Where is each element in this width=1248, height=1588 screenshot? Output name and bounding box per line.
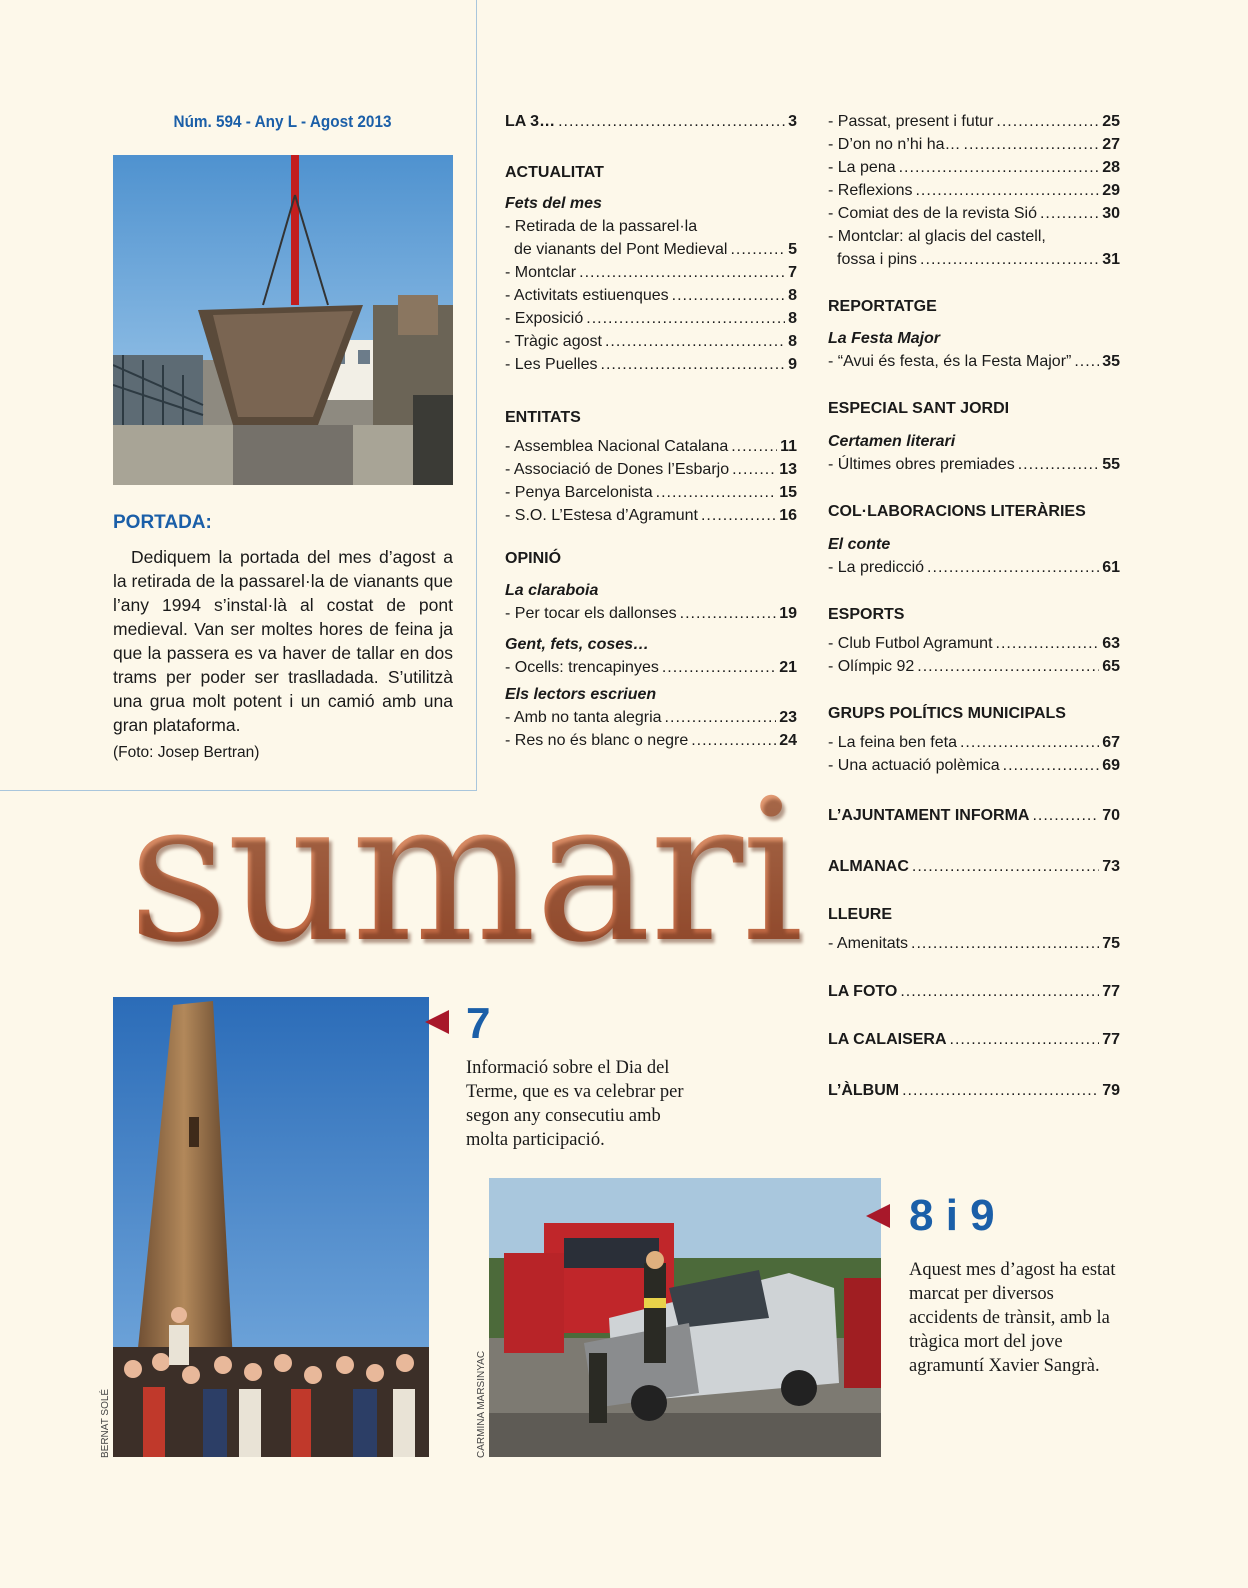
subsection-el-conte: El conte: [828, 536, 891, 553]
toc-item[interactable]: - Les Puelles ..... 9: [505, 353, 797, 376]
subsection-gent-fets-coses: Gent, fets, coses…: [505, 636, 650, 653]
issue-info: Núm. 594 - Any L - Agost 2013: [173, 112, 392, 131]
toc-item[interactable]: - Assemblea Nacional Catalana ..... 11: [505, 435, 797, 458]
toc-item[interactable]: - Club Futbol Agramunt ..... 63: [828, 632, 1120, 655]
tower-photo: [113, 997, 429, 1457]
toc-item[interactable]: - Penya Barcelonista ..... 15: [505, 481, 797, 504]
section-grups-politics: GRUPS POLÍTICS MUNICIPALS: [828, 705, 1066, 722]
toc-item[interactable]: - Una actuació polèmica ..... 69: [828, 754, 1120, 777]
toc-la-calaisera[interactable]: LA CALAISERA ..... 77: [828, 1028, 1120, 1051]
toc-la3[interactable]: LA 3… ..... 3: [505, 110, 797, 133]
portada-text: Dediquem la portada del mes d’agost a la retirada de la passarel·la de vianants que l’any 1994 s’instal·là al costat de pont medieval. Van ser moltes hores de feina ja que la passera es va haver de tallar en dos trams per poder ser traslladada. S’utilitzà una grua molt potent i un camió amb una gran plataforma.: [113, 547, 453, 735]
toc-item[interactable]: de vianants del Pont Medieval ..... 5: [505, 238, 797, 261]
toc-column-2: [505, 110, 797, 752]
photo-credit-vertical: CARMINA MARSINYAC: [476, 1350, 487, 1458]
toc-item[interactable]: - Montclar ..... 7: [505, 261, 797, 284]
toc-item[interactable]: - Amenitats ..... 75: [828, 932, 1120, 955]
toc-item[interactable]: - La feina ben feta ..... 67: [828, 731, 1120, 754]
toc-item[interactable]: fossa i pins ..... 31: [828, 248, 1120, 271]
feature-caption: Aquest mes d’agost ha estat marcat per diversos accidents de trànsit, amb la tràgica mort del jove agramuntí Xavier Sangrà.: [909, 1260, 1116, 1376]
feature-caption: Informació sobre el Dia del Terme, que es va celebrar per segon any consecutiu amb molta participació.: [466, 1058, 684, 1150]
photo-credit-vertical: BERNAT SOLÉ: [100, 1388, 111, 1458]
toc-item[interactable]: - Amb no tanta alegria ..... 23: [505, 706, 797, 729]
section-opinio: OPINIÓ: [505, 550, 562, 567]
toc-item[interactable]: - Exposició ..... 8: [505, 307, 797, 330]
toc-column-3: [828, 110, 1120, 1102]
subsection-la-claraboia: La claraboia: [505, 582, 599, 599]
section-lleure: LLEURE: [828, 906, 892, 923]
toc-item[interactable]: - La pena ..... 28: [828, 156, 1120, 179]
portada-heading: PORTADA:: [113, 512, 212, 533]
accident-photo: [489, 1178, 881, 1457]
arrow-icon: [425, 1010, 449, 1034]
page-title: sumari: [128, 758, 802, 986]
toc-item[interactable]: - Activitats estiuenques ..... 8: [505, 284, 797, 307]
toc-la-foto[interactable]: LA FOTO ..... 77: [828, 980, 1120, 1003]
toc-item[interactable]: - Últimes obres premiades ..... 55: [828, 453, 1120, 476]
section-actualitat: ACTUALITAT: [505, 164, 604, 181]
toc-item[interactable]: - Passat, present i futur ..... 25: [828, 110, 1120, 133]
subsection-fets-del-mes: Fets del mes: [505, 195, 602, 212]
toc-item[interactable]: - D’on no n’hi ha… ..... 27: [828, 133, 1120, 156]
toc-almanac[interactable]: ALMANAC ..... 73: [828, 855, 1120, 878]
feature-page-number: 7: [466, 999, 491, 1048]
toc-item[interactable]: - Res no és blanc o negre ..... 24: [505, 729, 797, 752]
subsection-els-lectors-escriuen: Els lectors escriuen: [505, 686, 657, 703]
toc-item[interactable]: - Montclar: al glacis del castell,: [828, 228, 1046, 245]
toc-item[interactable]: - La predicció ..... 61: [828, 556, 1120, 579]
toc-ajuntament[interactable]: L’AJUNTAMENT INFORMA ..... 70: [828, 804, 1120, 827]
toc-item[interactable]: - Reflexions ..... 29: [828, 179, 1120, 202]
section-collaboracions: COL·LABORACIONS LITERÀRIES: [828, 503, 1086, 520]
toc-item[interactable]: - Comiat des de la revista Sió ..... 30: [828, 202, 1120, 225]
toc-album[interactable]: L’ÀLBUM ..... 79: [828, 1079, 1120, 1102]
arrow-icon: [866, 1204, 890, 1228]
section-sant-jordi: ESPECIAL SANT JORDI: [828, 400, 1010, 417]
photo-credit: (Foto: Josep Bertran): [113, 744, 260, 761]
section-reportatge: REPORTATGE: [828, 298, 937, 315]
section-esports: ESPORTS: [828, 606, 905, 623]
toc-item[interactable]: - Per tocar els dallonses ..... 19: [505, 602, 797, 625]
feature-page-number: 8 i 9: [909, 1191, 995, 1240]
section-entitats: ENTITATS: [505, 409, 581, 426]
toc-item[interactable]: - Olímpic 92 ..... 65: [828, 655, 1120, 678]
subsection-festa-major: La Festa Major: [828, 330, 941, 347]
toc-item[interactable]: - Associació de Dones l’Esbarjo ..... 13: [505, 458, 797, 481]
toc-item[interactable]: - Tràgic agost ..... 8: [505, 330, 797, 353]
toc-item[interactable]: - S.O. L’Estesa d’Agramunt ..... 16: [505, 504, 797, 527]
toc-item[interactable]: - Ocells: trencapinyes ..... 21: [505, 656, 797, 679]
toc-item[interactable]: - “Avui és festa, és la Festa Major” ..... 35: [828, 350, 1120, 373]
toc-item[interactable]: - Retirada de la passarel·la: [505, 218, 698, 235]
cover-photo: [113, 155, 453, 485]
subsection-certamen: Certamen literari: [828, 433, 956, 450]
